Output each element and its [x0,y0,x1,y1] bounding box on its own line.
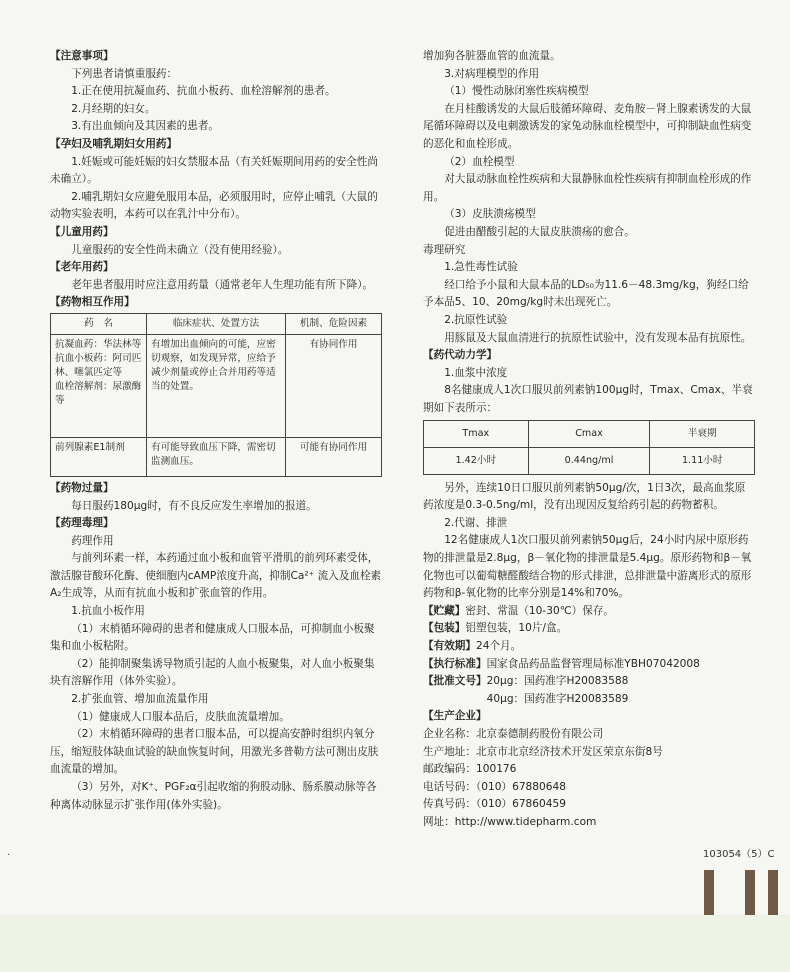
package-line [423,620,755,638]
antigenicity-text: 用豚鼠及大鼠血清进行的抗原性试验中，没有发现本品有抗原性。 [444,331,752,344]
interaction-heading: 【药物相互作用】 [50,296,135,309]
table-row [51,334,382,437]
right-column [423,48,755,832]
print-mark [745,870,755,915]
table-header-cell: 机制、危险因素 [286,313,382,334]
standard-label: 【执行标准】 [423,657,487,670]
table-header-cell: 药 名 [51,313,147,334]
acute-toxicity-text: 经口给予小鼠和大鼠本品的LD₅₀为11.6－48.3mg/kg，狗经口给予本品5、10、20mg/kg时未出现死亡。 [423,278,749,309]
package-value: 铝塑包装，10片/盒。 [465,622,568,635]
pharmacology-subheading: 药理作用 [71,534,114,547]
interaction-table [50,313,382,477]
overdose-text: 每日服药180μg时，有不良反应发生率增加的报道。 [71,499,317,512]
approval-label: 【批准文号】 [423,675,487,688]
model-text: 对大鼠动脉血栓性疾病和大鼠静脉血栓性疾病有抑制血栓形成的作用。 [423,173,752,203]
company-fax: 传真号码：（010）67860459 [423,798,566,811]
table-cell: 可能有协同作用 [286,437,382,476]
table-cell: 前列腺素E1制剂 [51,437,147,476]
metabolism-heading: 2.代谢、排泄 [444,516,508,529]
table-cell: 1.11小时 [650,448,755,475]
plasma-heading: 1.血浆中浓度 [444,366,508,379]
table-row [51,437,382,476]
table-header-cell: 半衰期 [650,421,755,448]
children-text: 儿童服药的安全性尚未确立（没有使用经验）。 [71,243,289,256]
elderly-heading: 【老年用药】 [50,261,114,274]
left-column [50,48,382,814]
model-subheading: （3）皮肤溃疡模型 [444,208,536,221]
company-phone: 电话号码：（010）67880648 [423,780,566,793]
anti-platelet-item: （1）末梢循环障碍的患者和健康成人口服本品，可抑制血小板聚集和血小板粘附。 [50,622,375,653]
pharmacokinetics-heading: 【药代动力学】 [423,349,498,362]
background-band [0,915,790,972]
table-cell: 有可能导致血压下降，需密切监测血压。 [146,437,285,476]
print-mark [768,870,778,915]
company-address: 生产地址：北京市北京经济技术开发区荣京东街8号 [423,745,663,758]
model-subheading: （2）血栓模型 [444,155,515,168]
document-code: 103054（5）C [703,849,775,860]
standard-line [423,656,755,674]
table-row [424,448,755,475]
table-cell: 有增加出血倾向的可能，应密切观察，如发现异常，应给予减少剂量或停止合并用药等适当的处置。 [146,334,285,437]
table-header-row [51,313,382,334]
pregnancy-heading: 【孕妇及哺乳期妇女用药】 [50,137,178,150]
table-cell: 抗凝血药：华法林等 抗血小板药：阿司匹林、噻氯匹定等 血栓溶解剂：尿激酶等 [51,334,147,437]
approval-value: 20μg：国药准字H20083588 [486,675,629,688]
anti-platelet-heading: 1.抗血小板作用 [71,605,145,618]
toxicology-heading: 毒理研究 [423,243,466,256]
overdose-heading: 【药物过量】 [50,481,114,494]
vasodilate-item: （1）健康成人口服本品后，皮肤血流量增加。 [71,710,290,723]
pregnancy-item: 1.妊娠或可能妊娠的妇女禁服本品（有关妊娠期间用药的安全性尚未确立）。 [50,155,378,186]
table-cell: 有协同作用 [286,334,382,437]
precautions-heading: 【注意事项】 [50,50,114,62]
storage-value: 密封、常温（10-30℃）保存。 [465,604,614,617]
print-mark [704,870,714,915]
model-text: 促进由醋酸引起的大鼠皮肤溃疡的愈合。 [444,225,635,238]
table-header-cell: 临床症状、处置方法 [146,313,285,334]
margin-mark: · [7,850,11,861]
repeat-dose-text: 另外，连续10日口服贝前列素钠50μg/次，1日3次，最高血浆原药浓度是0.3-0.5ng/ml，没有出现因反复给药引起的药物蓄积。 [423,481,746,512]
precautions-item: 2.月经期的妇女。 [71,102,156,115]
vasodilate-heading: 2.扩张血管、增加血流量作用 [71,693,209,706]
validity-label: 【有效期】 [423,640,476,652]
elderly-text: 老年患者服用时应注意用药量（通常老年人生理功能有所下降）。 [71,278,374,291]
table-cell: 1.42小时 [424,448,529,475]
package-label: 【包装】 [423,622,466,635]
company-name: 企业名称：北京泰德制药股份有限公司 [423,727,604,740]
continued-text: 增加狗各脏器血管的血流量。 [423,50,561,62]
plasma-text: 8名健康成人1次口服贝前列素钠100μg时，Tmax、Cmax、半衰期如下表所示： [423,384,753,414]
standard-value: 国家食品药品监督管理局标准YBH07042008 [486,657,700,670]
model-heading: 3.对病理模型的作用 [444,67,540,80]
precautions-intro: 下列患者请慎重服药： [71,67,178,80]
table-cell: 0.44ng/ml [528,448,650,475]
pregnancy-item: 2.哺乳期妇女应避免服用本品，必须服用时，应停止哺乳（大鼠的动物实验表明，本药可以在乳汁中分布）。 [50,190,378,221]
children-heading: 【儿童用药】 [50,225,114,238]
acute-toxicity-heading: 1.急性毒性试验 [444,261,518,274]
metabolism-text: 12名健康成人1次口服贝前列素钠50μg后，24小时内尿中原形药物的排泄量是2.8μg，β－氧化物的排泄量是5.4μg。原形药物和β－氧化物也可以葡萄糖醛酸结合物的形式排泄，总排泄量中游离形式的原形药物和β-氧化物的比率分别是14%和70%。 [423,534,752,600]
validity-value: 24个月。 [475,640,522,652]
company-website: 网址：http://www.tidepharm.com [423,815,597,828]
company-heading: 【生产企业】 [423,710,487,723]
validity-line [423,638,755,656]
antigenicity-heading: 2.抗原性试验 [444,313,508,326]
pharmacology-text: 与前列环素一样，本药通过血小板和血管平滑肌的前列环素受体，激活腺苷酸环化酶、使细胞内cAMP浓度升高，抑制Ca²⁺ 流入及血栓素A₂生成等，从而有抗血小板和扩张血管的作用。 [50,552,382,600]
pharmacology-heading: 【药理毒理】 [50,517,114,530]
table-header-row [424,421,755,448]
precautions-item: 1.正在使用抗凝血药、抗血小板药、血栓溶解剂的患者。 [71,85,336,98]
company-postcode: 邮政编码：100176 [423,763,517,776]
vasodilate-item: （2）末梢循环障碍的患者口服本品，可以提高安静时组织内氧分压，缩短肢体缺血试验的缺血恢复时间，用激光多普勒方法可测出皮肤血流量的增加。 [50,728,379,776]
anti-platelet-item: （2）能抑制聚集诱导物质引起的人血小板聚集，对人血小板聚集块有溶解作用（体外实验）。 [50,657,375,688]
storage-label: 【贮藏】 [423,604,466,617]
table-header-cell: Cmax [528,421,650,448]
table-header-cell: Tmax [424,421,529,448]
model-subheading: （1）慢性动脉闭塞性疾病模型 [444,85,589,98]
approval-line [423,673,755,691]
vasodilate-item: （3）另外，对K⁺、PGF₂α引起收缩的狗股动脉、肠系膜动脉等各种离体动脉显示扩张作用(体外实验)。 [50,781,377,811]
pk-table [423,420,755,474]
approval-line: 40μg：国药准字H20083589 [486,692,629,705]
model-text: 在月桂酸诱发的大鼠后肢循环障碍、麦角胺－肾上腺素诱发的大鼠尾循环障碍以及电刺激诱发的家兔动脉血栓模型中，可抑制缺血性病变的恶化和血栓形成。 [423,102,752,150]
storage-line [423,603,755,621]
precautions-item: 3.有出血倾向及其因素的患者。 [71,120,220,133]
